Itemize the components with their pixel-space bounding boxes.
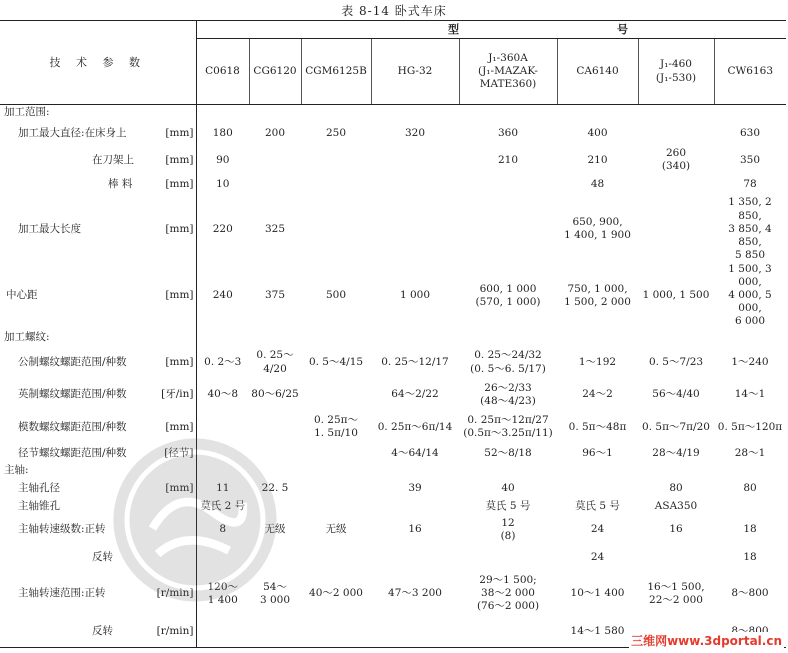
value-cell: 16 bbox=[408, 523, 422, 536]
empty-cell bbox=[301, 329, 371, 345]
value-cell: 16 bbox=[669, 523, 683, 536]
value-cell: 500 bbox=[325, 289, 347, 302]
empty-cell bbox=[301, 463, 371, 479]
value-cell bbox=[301, 147, 371, 174]
empty-cell bbox=[714, 329, 786, 345]
param-label: 主轴转速范围:正转 bbox=[18, 587, 106, 600]
value-cell bbox=[638, 196, 714, 263]
param-label: 径节螺纹螺距范围/种数 bbox=[18, 447, 127, 460]
value-cell: 80～6/25 bbox=[251, 388, 299, 401]
value-cell bbox=[249, 497, 301, 515]
empty-cell bbox=[459, 329, 557, 345]
param-label-cell bbox=[0, 121, 196, 147]
value-cell: 210 bbox=[587, 153, 608, 166]
value-cell: 4～64/14 bbox=[391, 447, 439, 460]
param-label-cell bbox=[0, 479, 196, 497]
value-cell: 400 bbox=[587, 127, 608, 140]
param-label-cell bbox=[0, 516, 196, 544]
value-cell bbox=[301, 479, 371, 497]
section-row bbox=[0, 329, 786, 345]
value-cell: 8 bbox=[219, 523, 227, 536]
value-cell bbox=[249, 147, 301, 174]
section-row bbox=[0, 463, 786, 479]
model-column-header: J₁-460 (J₁-530) bbox=[638, 39, 714, 105]
empty-cell bbox=[249, 463, 301, 479]
table-row bbox=[0, 121, 786, 147]
param-label: 反转 bbox=[92, 550, 113, 563]
value-cell: 无级 bbox=[325, 523, 347, 536]
value-cell: 0. 5π～7π/20 bbox=[642, 420, 710, 433]
value-cell: 90 bbox=[216, 153, 230, 166]
value-cell: 600, 1 000 (570, 1 000) bbox=[475, 282, 541, 308]
value-cell: 0. 5π～48π bbox=[568, 420, 627, 433]
value-cell: 0. 25～12/17 bbox=[381, 355, 449, 368]
value-cell bbox=[249, 544, 301, 570]
value-cell: 10 bbox=[216, 178, 230, 191]
value-cell: 22. 5 bbox=[261, 481, 289, 494]
table-row bbox=[0, 497, 786, 515]
value-cell bbox=[638, 121, 714, 147]
value-cell bbox=[714, 497, 786, 515]
value-cell: 莫氏 5 号 bbox=[485, 499, 531, 512]
empty-cell bbox=[714, 463, 786, 479]
value-cell bbox=[638, 544, 714, 570]
value-cell: 14～1 bbox=[734, 388, 766, 401]
unit-label: [mm] bbox=[165, 153, 194, 166]
empty-cell bbox=[557, 329, 638, 345]
param-label-cell bbox=[0, 445, 196, 463]
value-cell: 1 000, 1 500 bbox=[642, 289, 710, 302]
value-cell: 40～8 bbox=[207, 388, 239, 401]
empty-cell bbox=[249, 329, 301, 345]
value-cell: 630 bbox=[739, 127, 761, 140]
value-cell bbox=[459, 617, 557, 648]
param-label: 在刀架上 bbox=[92, 153, 134, 166]
value-cell: 210 bbox=[497, 153, 519, 166]
param-label: 加工最大长度 bbox=[18, 222, 81, 235]
value-cell: 240 bbox=[212, 289, 233, 302]
value-cell: 24 bbox=[590, 550, 605, 563]
param-label-cell bbox=[0, 544, 196, 570]
value-cell bbox=[196, 617, 249, 648]
empty-cell bbox=[557, 463, 638, 479]
value-cell: 54～ 3 000 bbox=[259, 580, 291, 606]
value-cell bbox=[301, 196, 371, 263]
value-cell: 78 bbox=[743, 178, 757, 191]
value-cell: 0. 25π～6π/14 bbox=[377, 420, 453, 433]
table-row bbox=[0, 516, 786, 544]
value-cell: 375 bbox=[264, 289, 286, 302]
param-label-cell bbox=[0, 174, 196, 196]
value-cell: 16～1 500, 22～2 000 bbox=[647, 580, 705, 606]
value-cell: 1 350, 2 850, 3 850, 4 850, 5 850 bbox=[728, 196, 772, 261]
value-cell: 28～4/19 bbox=[652, 447, 700, 460]
value-cell: 56～4/40 bbox=[652, 388, 700, 401]
param-label-cell bbox=[0, 617, 196, 648]
param-label: 反转 bbox=[92, 625, 113, 638]
value-cell: 0. 2～3 bbox=[204, 355, 242, 368]
value-cell: 250 bbox=[325, 127, 347, 140]
value-cell: 40～2 000 bbox=[309, 587, 363, 600]
model-column-header: CG6120 bbox=[249, 39, 301, 105]
value-cell: 80 bbox=[669, 481, 683, 494]
value-cell bbox=[638, 174, 714, 196]
value-cell bbox=[371, 196, 459, 263]
value-cell: 24～2 bbox=[582, 388, 613, 401]
table-row bbox=[0, 445, 786, 463]
table-row bbox=[0, 147, 786, 174]
value-cell: 260 (340) bbox=[661, 147, 691, 173]
table-row bbox=[0, 570, 786, 617]
value-cell: 0. 5～4/15 bbox=[308, 355, 364, 368]
value-cell bbox=[249, 174, 301, 196]
table-row bbox=[0, 479, 786, 497]
param-label-cell bbox=[0, 263, 196, 330]
value-cell: 无级 bbox=[264, 523, 286, 536]
value-cell bbox=[459, 174, 557, 196]
value-cell bbox=[301, 174, 371, 196]
model-column-header: J₁-360A (J₁-MAZAK- MATE360) bbox=[459, 39, 557, 105]
value-cell: 0. 25π～12π/27 (0.5π～3.25π/11) bbox=[463, 414, 553, 440]
empty-cell bbox=[557, 105, 638, 121]
value-cell: 24 bbox=[590, 523, 605, 536]
empty-cell bbox=[638, 329, 714, 345]
table-row bbox=[0, 174, 786, 196]
table-caption: 表 8-14 卧式车床 bbox=[341, 4, 447, 18]
value-cell: 325 bbox=[264, 222, 286, 235]
empty-cell bbox=[371, 463, 459, 479]
value-cell: 10～1 400 bbox=[570, 587, 625, 600]
value-cell bbox=[301, 617, 371, 648]
param-label-cell bbox=[0, 380, 196, 410]
unit-label: [mm] bbox=[165, 420, 194, 433]
value-cell: 0. 5～7/23 bbox=[648, 355, 704, 368]
table-header bbox=[0, 21, 786, 105]
section-label: 主轴: bbox=[0, 463, 196, 479]
empty-cell bbox=[371, 105, 459, 121]
param-header: 技 术 参 数 bbox=[0, 21, 196, 105]
param-label: 主轴转速级数:正转 bbox=[18, 523, 106, 536]
empty-cell bbox=[301, 105, 371, 121]
value-cell bbox=[196, 445, 249, 463]
model-header-left: 型 bbox=[196, 21, 459, 39]
value-cell: 莫氏 5 号 bbox=[575, 499, 620, 512]
param-label: 棒 料 bbox=[108, 178, 133, 191]
empty-cell bbox=[638, 463, 714, 479]
table-row bbox=[0, 345, 786, 379]
param-label-cell bbox=[0, 570, 196, 617]
value-cell: 0. 25～24/32 (0. 5～6. 5/17) bbox=[470, 349, 546, 375]
table-row bbox=[0, 410, 786, 444]
table-row bbox=[0, 196, 786, 263]
param-label-cell bbox=[0, 497, 196, 515]
value-cell: 0. 25～ 4/20 bbox=[256, 349, 294, 375]
model-column-header: C0618 bbox=[196, 39, 249, 105]
unit-label: [径节] bbox=[164, 447, 194, 460]
param-label: 加工最大直径:在床身上 bbox=[18, 127, 127, 140]
value-cell: 1 500, 3 000, 4 000, 5 000, 6 000 bbox=[728, 262, 772, 328]
value-cell bbox=[196, 410, 249, 444]
value-cell bbox=[301, 497, 371, 515]
value-cell: 650, 900, 1 400, 1 900 bbox=[564, 216, 631, 242]
value-cell bbox=[459, 196, 557, 263]
param-label: 中心距 bbox=[6, 289, 38, 302]
value-cell bbox=[249, 445, 301, 463]
value-cell: 52～8/18 bbox=[484, 447, 532, 460]
param-label-cell bbox=[0, 147, 196, 174]
value-cell: 96～1 bbox=[582, 447, 613, 460]
value-cell: 40 bbox=[501, 481, 515, 494]
table-body bbox=[0, 105, 786, 648]
value-cell bbox=[301, 544, 371, 570]
unit-label: [r/min] bbox=[156, 625, 194, 638]
value-cell: 39 bbox=[408, 481, 422, 494]
param-label-cell bbox=[0, 196, 196, 263]
value-cell bbox=[196, 544, 249, 570]
param-label: 模数螺纹螺距范围/种数 bbox=[18, 420, 127, 433]
empty-cell bbox=[459, 463, 557, 479]
value-cell bbox=[459, 544, 557, 570]
empty-cell bbox=[459, 105, 557, 121]
value-cell: 750, 1 000, 1 500, 2 000 bbox=[564, 282, 631, 308]
value-cell: 18 bbox=[743, 523, 757, 536]
value-cell: 12 (8) bbox=[500, 516, 516, 542]
value-cell: 320 bbox=[404, 127, 426, 140]
unit-label: [r/min] bbox=[156, 587, 194, 600]
param-label-cell bbox=[0, 410, 196, 444]
model-column-header: CW6163 bbox=[714, 39, 786, 105]
unit-label: [mm] bbox=[165, 127, 194, 140]
unit-label: [mm] bbox=[165, 481, 194, 494]
value-cell: 360 bbox=[497, 127, 519, 140]
unit-label: [mm] bbox=[165, 289, 194, 302]
value-cell: 14～1 580 bbox=[557, 617, 638, 648]
value-cell bbox=[371, 147, 459, 174]
value-cell bbox=[371, 174, 459, 196]
value-cell bbox=[371, 497, 459, 515]
model-column-header: CGM6125B bbox=[301, 39, 371, 105]
value-cell: 47～3 200 bbox=[388, 587, 442, 600]
value-cell: 26～2/33 (48～4/23) bbox=[480, 381, 536, 407]
value-cell: 200 bbox=[264, 127, 286, 140]
value-cell: 8～800 bbox=[731, 587, 769, 600]
section-row bbox=[0, 105, 786, 121]
value-cell bbox=[371, 617, 459, 648]
empty-cell bbox=[371, 329, 459, 345]
value-cell bbox=[301, 380, 371, 410]
value-cell: 64～2/22 bbox=[391, 388, 439, 401]
value-cell bbox=[249, 617, 301, 648]
value-cell: 0. 5π～120π bbox=[717, 420, 783, 433]
param-label: 公制螺纹螺距范围/种数 bbox=[18, 355, 127, 368]
value-cell: 48 bbox=[590, 178, 605, 191]
section-label: 加工范围: bbox=[0, 105, 196, 121]
table-row bbox=[0, 380, 786, 410]
empty-cell bbox=[196, 329, 249, 345]
value-cell: 28～1 bbox=[734, 447, 766, 460]
value-cell bbox=[557, 479, 638, 497]
value-cell bbox=[371, 544, 459, 570]
param-label: 主轴锥孔 bbox=[18, 499, 60, 512]
empty-cell bbox=[196, 105, 249, 121]
site-watermark: 三维网www.3dportal.cn bbox=[631, 634, 782, 648]
table-row bbox=[0, 263, 786, 330]
value-cell: 莫氏 2 号 bbox=[200, 499, 246, 512]
value-cell: 0. 25π～ 1. 5π/10 bbox=[313, 414, 359, 440]
lathe-spec-table bbox=[0, 20, 786, 648]
value-cell: 220 bbox=[212, 222, 233, 235]
value-cell: 18 bbox=[743, 550, 757, 563]
value-cell: 29～1 500; 38～2 000 (76～2 000) bbox=[476, 573, 540, 613]
value-cell: 1～192 bbox=[578, 355, 617, 368]
unit-label: [mm] bbox=[165, 355, 194, 368]
value-cell: 350 bbox=[739, 153, 761, 166]
value-cell bbox=[249, 410, 301, 444]
empty-cell bbox=[714, 105, 786, 121]
empty-cell bbox=[249, 105, 301, 121]
model-header-right: 号 bbox=[459, 21, 786, 39]
value-cell: 1 000 bbox=[399, 289, 431, 302]
param-label-cell bbox=[0, 345, 196, 379]
model-column-header: HG-32 bbox=[371, 39, 459, 105]
value-cell: 11 bbox=[216, 481, 230, 494]
value-cell: 80 bbox=[743, 481, 757, 494]
param-label: 主轴孔径 bbox=[18, 481, 60, 494]
value-cell bbox=[301, 445, 371, 463]
param-label: 英制螺纹螺距范围/种数 bbox=[18, 388, 127, 401]
unit-label: [牙/in] bbox=[161, 388, 194, 401]
empty-cell bbox=[196, 463, 249, 479]
value-cell: 120～ 1 400 bbox=[207, 580, 239, 606]
unit-label: [mm] bbox=[165, 178, 194, 191]
section-label: 加工螺纹: bbox=[0, 329, 196, 345]
table-row bbox=[0, 544, 786, 570]
unit-label: [mm] bbox=[165, 222, 194, 235]
model-column-header: CA6140 bbox=[557, 39, 638, 105]
empty-cell bbox=[638, 105, 714, 121]
value-cell: 180 bbox=[212, 127, 233, 140]
value-cell: ASA350 bbox=[654, 499, 698, 512]
value-cell: 1～240 bbox=[731, 355, 769, 368]
